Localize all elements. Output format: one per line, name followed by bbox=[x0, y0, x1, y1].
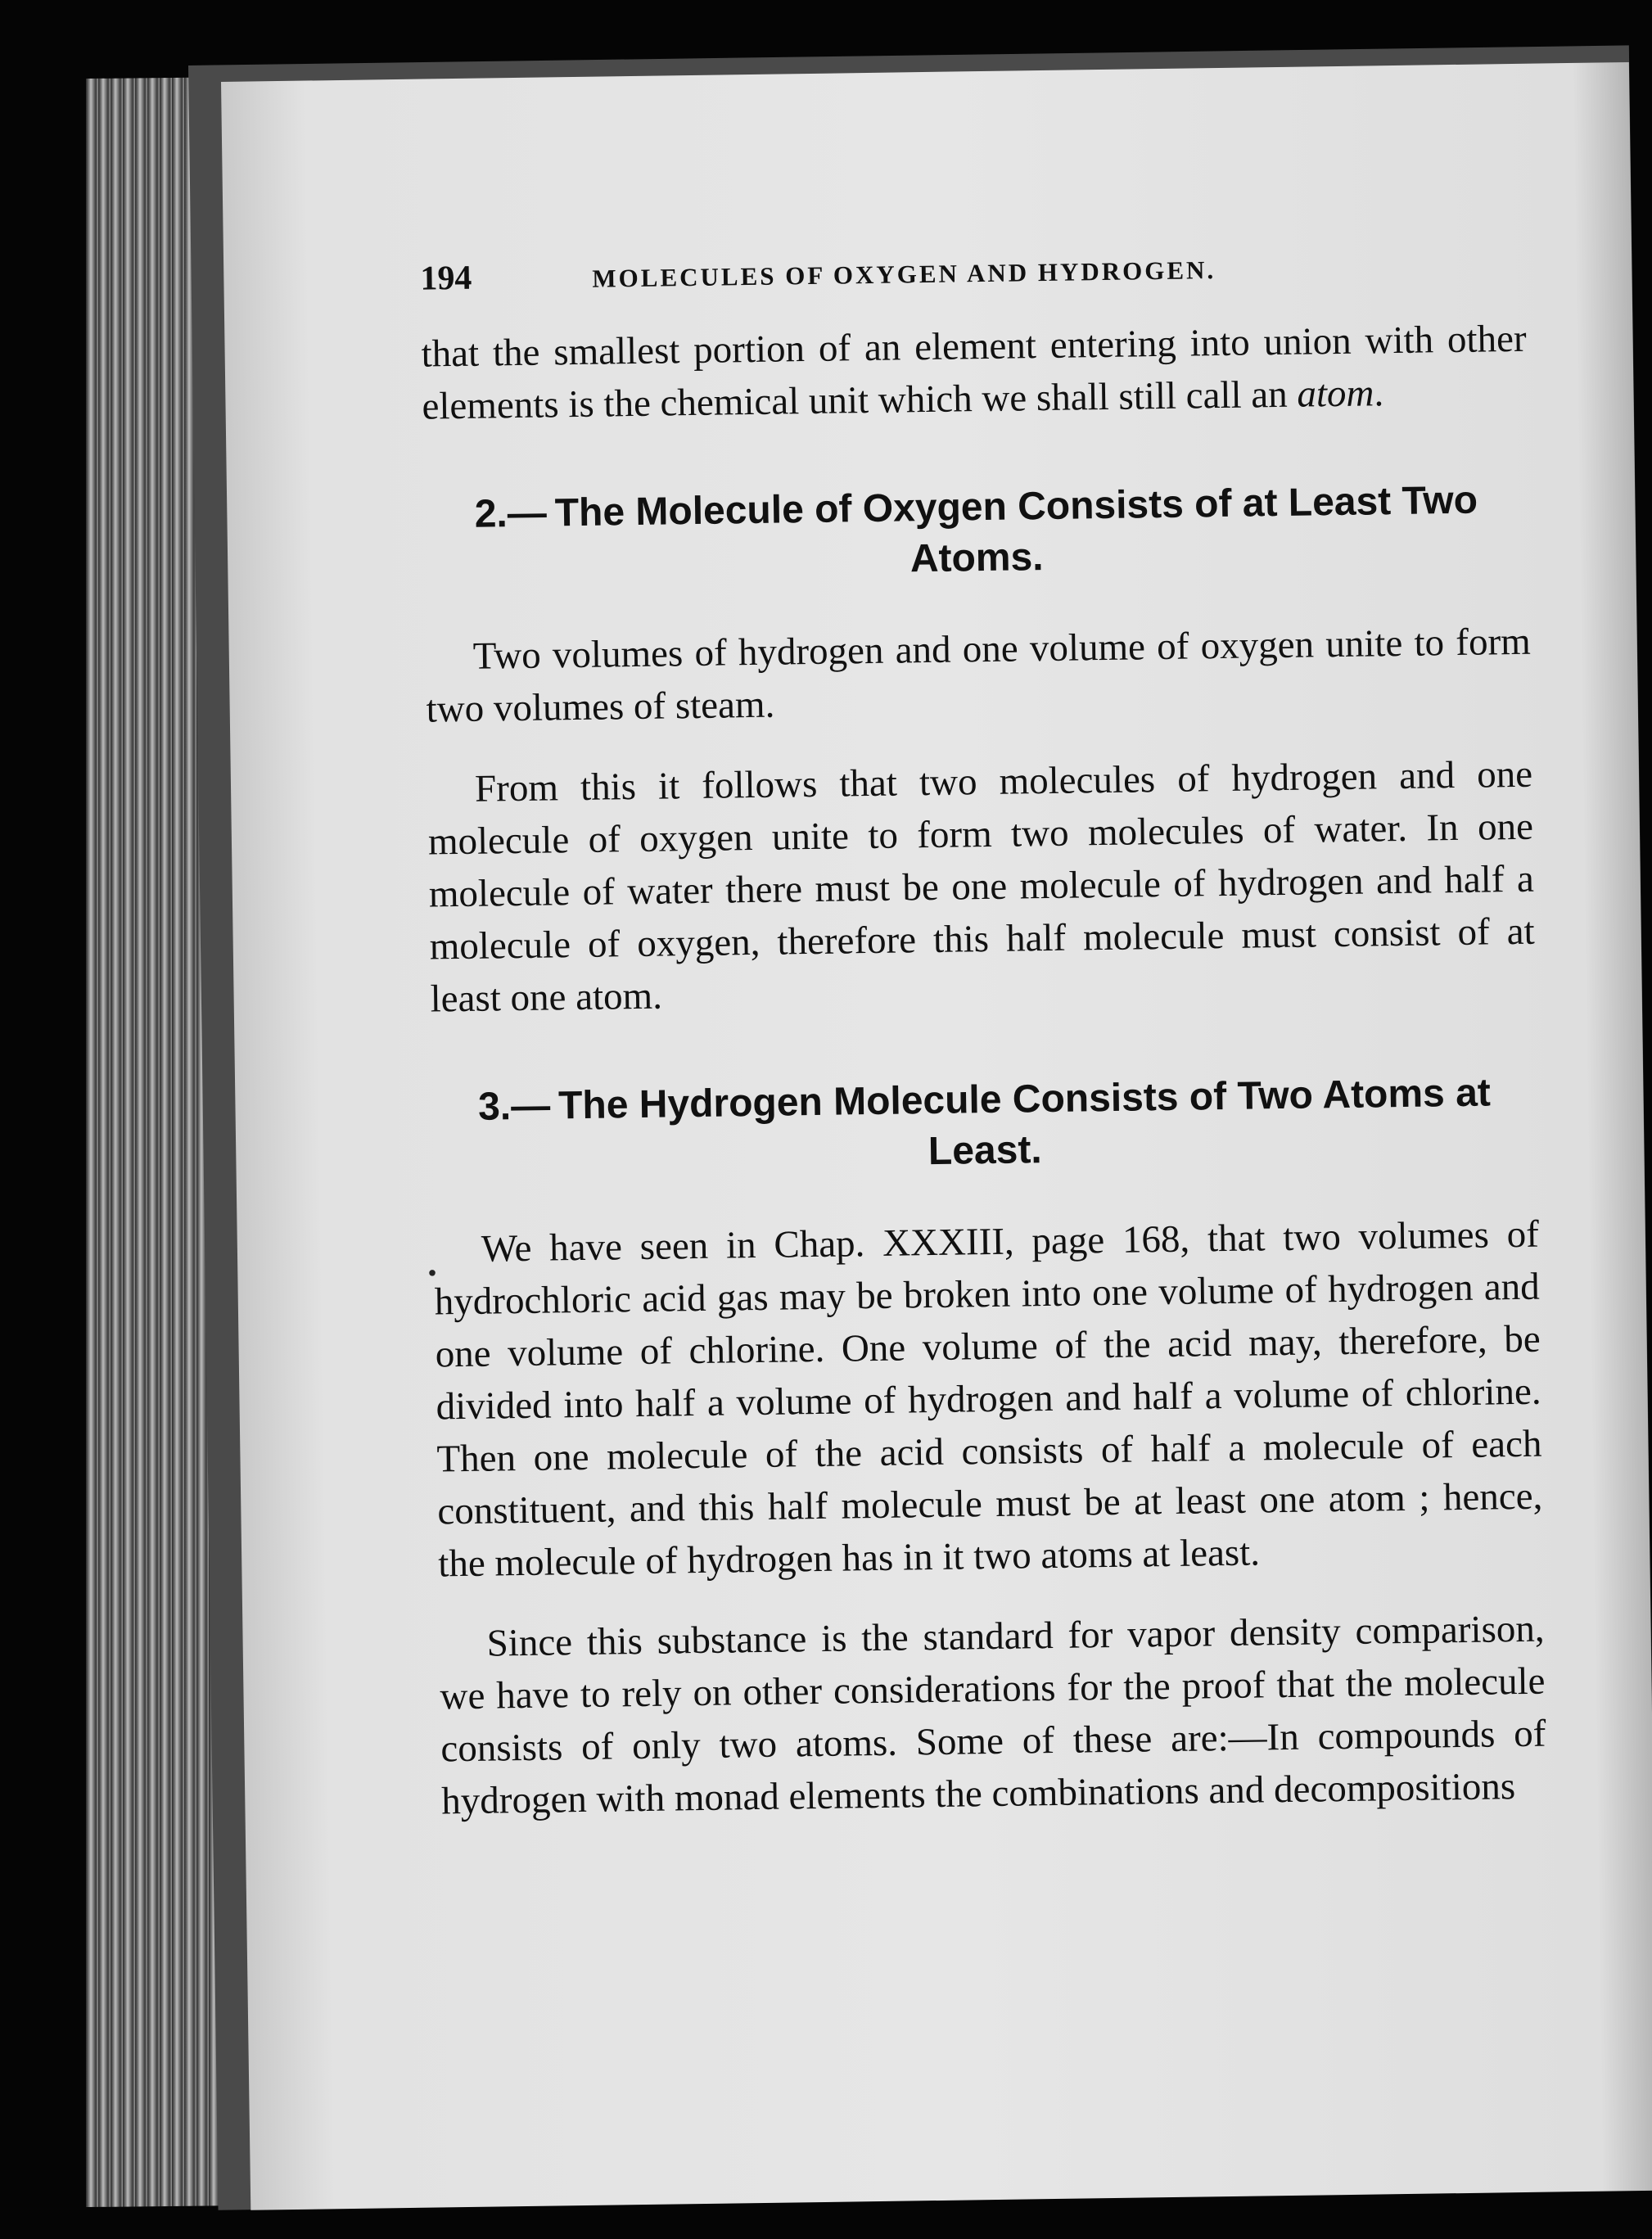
section-3-title: The Hydrogen Molecule Consists of Two Atoms at Least. bbox=[557, 1071, 1492, 1174]
section-2-paragraph-2: From this it follows that two molecules of hydrogen and one molecule of oxygen unite to form two molecules of water. In one molecule of water there must be one molecule of hydrogen and half a molecule of oxygen, therefore this half molecule must consist of at least one atom. bbox=[427, 752, 1536, 1021]
section-2-heading bbox=[423, 475, 1530, 592]
intro-end: . bbox=[1374, 372, 1384, 415]
ink-speck: • bbox=[426, 1262, 439, 1287]
running-title: MOLECULES OF OXYGEN AND HYDROGEN. bbox=[592, 255, 1216, 293]
section-3-paragraph-1: We have seen in Chap. XXXIII, page 168, that two volumes of hydrochloric acid gas may be broken into one volume of hydrogen and one volume of chlorine. One volume of the acid may, therefore, be divided into half a volume of hydrogen and half a volume of chlorine. Then one molecule of the acid consists of half a molecule of each constituent, and this half molecule must be at least one atom ; hence, the molecule of hydrogen has in it two atoms at least. bbox=[434, 1212, 1543, 1586]
section-2-title: The Molecule of Oxygen Consists of at Least Two Atoms. bbox=[554, 478, 1478, 581]
intro-text: that the smallest portion of an element entering into union with other elements is the chemical unit which we shall still call an bbox=[421, 317, 1527, 428]
page-content bbox=[420, 244, 1547, 1856]
intro-emphasis: atom bbox=[1297, 372, 1374, 416]
intro-paragraph bbox=[421, 313, 1528, 433]
page-number: 194 bbox=[420, 259, 472, 298]
section-3-heading bbox=[431, 1068, 1538, 1185]
section-3-number: 3.— bbox=[477, 1084, 551, 1129]
section-2-number: 2.— bbox=[474, 491, 548, 536]
section-3-paragraph-2: Since this substance is the standard for vapor density comparison, we have to rely on other considerations for the proof that the molecule consists of only two atoms. Some of these are:—In compounds of hydrogen with monad elements the combinations and decompositions bbox=[440, 1607, 1546, 1823]
book-page bbox=[221, 62, 1652, 2210]
section-2-paragraph-1: Two volumes of hydrogen and one volume of oxygen unite to form two volumes of steam. bbox=[426, 620, 1532, 731]
running-head bbox=[420, 244, 1526, 299]
